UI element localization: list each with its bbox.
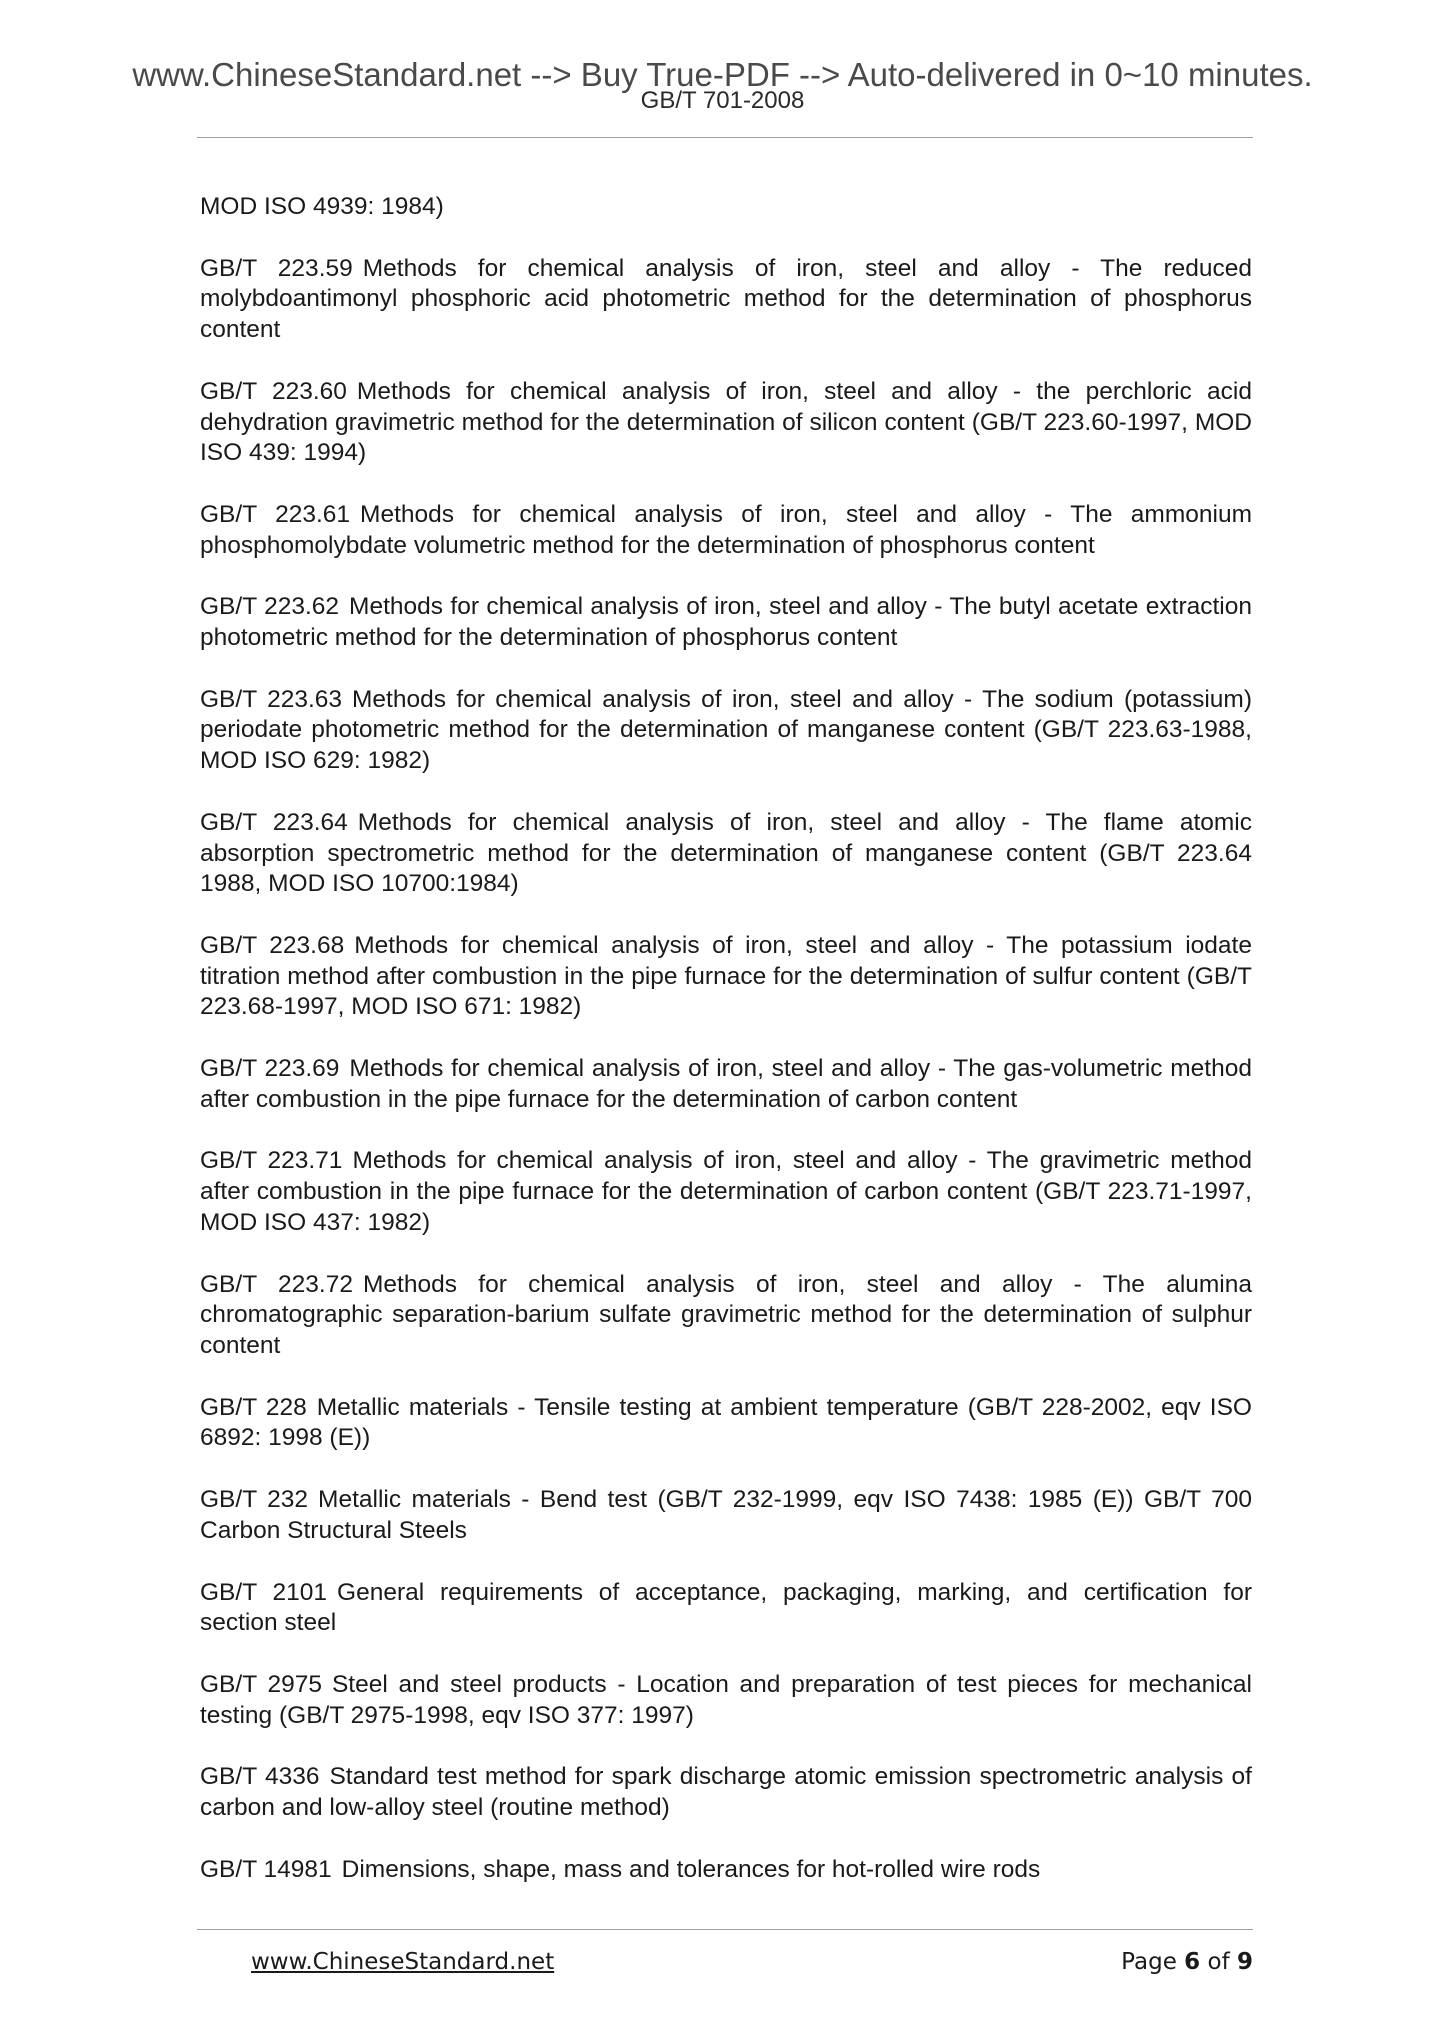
reference-code: GB/T 223.69 [200,1055,340,1083]
reference-code: GB/T 223.68 [200,931,345,959]
reference-code: GB/T 223.62 [200,593,340,621]
site-banner[interactable]: www.ChineseStandard.net --> Buy True-PDF --> Auto-delivered in 0~10 minutes. [132,56,1313,93]
reference-text: Methods for chemical analysis of iron, steel and alloy - The gas-volumetric method after combustion in the pipe furnace for the determination of carbon content [200,1055,1252,1113]
reference-code: GB/T 223.64 [200,808,348,836]
reference-text: Methods for chemical analysis of iron, steel and alloy - The sodium (potassium) periodate photometric method for the determination of manganese content (GB/T 223.63-1988, MOD ISO 629: 1982) [200,685,1252,775]
reference-item [200,1670,1252,1731]
reference-code: GB/T 223.63 [200,685,343,713]
reference-item [200,1146,1252,1238]
page-separator: of [1207,1949,1230,1975]
reference-item [200,500,1252,561]
footer-site-link[interactable]: www.ChineseStandard.net [251,1949,555,1975]
reference-item [200,1485,1252,1546]
reference-item [200,685,1252,777]
reference-text: Metallic materials - Tensile testing at ambient temperature (GB/T 228-2002, eqv ISO 6892: 1998 (E)) [200,1393,1252,1452]
reference-text: Methods for chemical analysis of iron, steel and alloy - The flame atomic absorption spectrometric method for the determination of manganese content (GB/T 223.64 1988, MOD ISO 10700:1984) [200,808,1252,898]
reference-item [200,254,1252,346]
reference-code: GB/T 223.72 [200,1270,353,1298]
reference-text: Metallic materials - Bend test (GB/T 232-1999, eqv ISO 7438: 1985 (E)) GB/T 700 Carbon Structural Steels [200,1486,1252,1544]
reference-item [200,1054,1252,1115]
reference-item [200,592,1252,653]
page-current: 6 [1184,1949,1201,1975]
reference-code: GB/T 228 [200,1393,307,1421]
reference-text: Methods for chemical analysis of iron, steel and alloy - The reduced molybdoantimonyl phosphoric acid photometric method for the determination of phosphorus content [200,254,1252,344]
reference-item [200,808,1252,900]
reference-item [200,931,1252,1023]
reference-text: General requirements of acceptance, packaging, marking, and certification for section steel [200,1578,1252,1637]
reference-text: Standard test method for spark discharge atomic emission spectrometric analysis of carbon and low-alloy steel (routine method) [200,1763,1252,1822]
reference-code: GB/T 4336 [200,1763,320,1791]
reference-item [200,1855,1252,1886]
footer-divider [197,1929,1253,1930]
reference-code: GB/T 223.71 [200,1147,343,1175]
reference-code: GB/T 223.61 [200,500,351,528]
reference-item [200,192,1252,223]
page-number [1121,1949,1253,1977]
reference-code: GB/T 232 [200,1486,309,1514]
reference-code: GB/T 223.60 [200,377,347,405]
reference-text: MOD ISO 4939: 1984) [200,193,444,220]
document-id: GB/T 701-2008 [640,87,805,114]
reference-item [200,377,1252,469]
reference-item [200,1762,1252,1823]
references-list [200,192,1252,1885]
reference-text: Methods for chemical analysis of iron, steel and alloy - the perchloric acid dehydration gravimetric method for the determination of silicon content (GB/T 223.60-1997, MOD ISO 439: 1994) [200,377,1252,467]
reference-text: Dimensions, shape, mass and tolerances for hot-rolled wire rods [341,1855,1041,1883]
reference-text: Methods for chemical analysis of iron, steel and alloy - The gravimetric method after combustion in the pipe furnace for the determination of carbon content (GB/T 223.71-1997, MOD ISO 437: 1982) [200,1147,1252,1236]
reference-item [200,1578,1252,1639]
reference-item [200,1270,1252,1362]
reference-text: Methods for chemical analysis of iron, steel and alloy - The ammonium phosphomolybdate volumetric method for the determination of phosphorus content [200,500,1252,559]
reference-text: Methods for chemical analysis of iron, steel and alloy - The alumina chromatographic separation-barium sulfate gravimetric method for the determination of sulphur content [200,1270,1252,1359]
page-total: 9 [1236,1949,1253,1975]
header-divider [197,137,1253,138]
reference-code: GB/T 223.59 [200,254,353,282]
reference-code: GB/T 14981 [200,1855,332,1883]
reference-item [200,1393,1252,1454]
reference-text: Methods for chemical analysis of iron, steel and alloy - The butyl acetate extraction photometric method for the determination of phosphorus content [200,593,1252,652]
reference-code: GB/T 2975 [200,1670,322,1698]
reference-text: Steel and steel products - Location and preparation of test pieces for mechanical testing (GB/T 2975-1998, eqv ISO 377: 1997) [200,1670,1252,1729]
page-prefix: Page [1121,1949,1177,1975]
reference-code: GB/T 2101 [200,1578,328,1606]
reference-text: Methods for chemical analysis of iron, steel and alloy - The potassium iodate titration method after combustion in the pipe furnace for the determination of sulfur content (GB/T 223.68-1997, MOD ISO 671: 1982) [200,931,1252,1021]
